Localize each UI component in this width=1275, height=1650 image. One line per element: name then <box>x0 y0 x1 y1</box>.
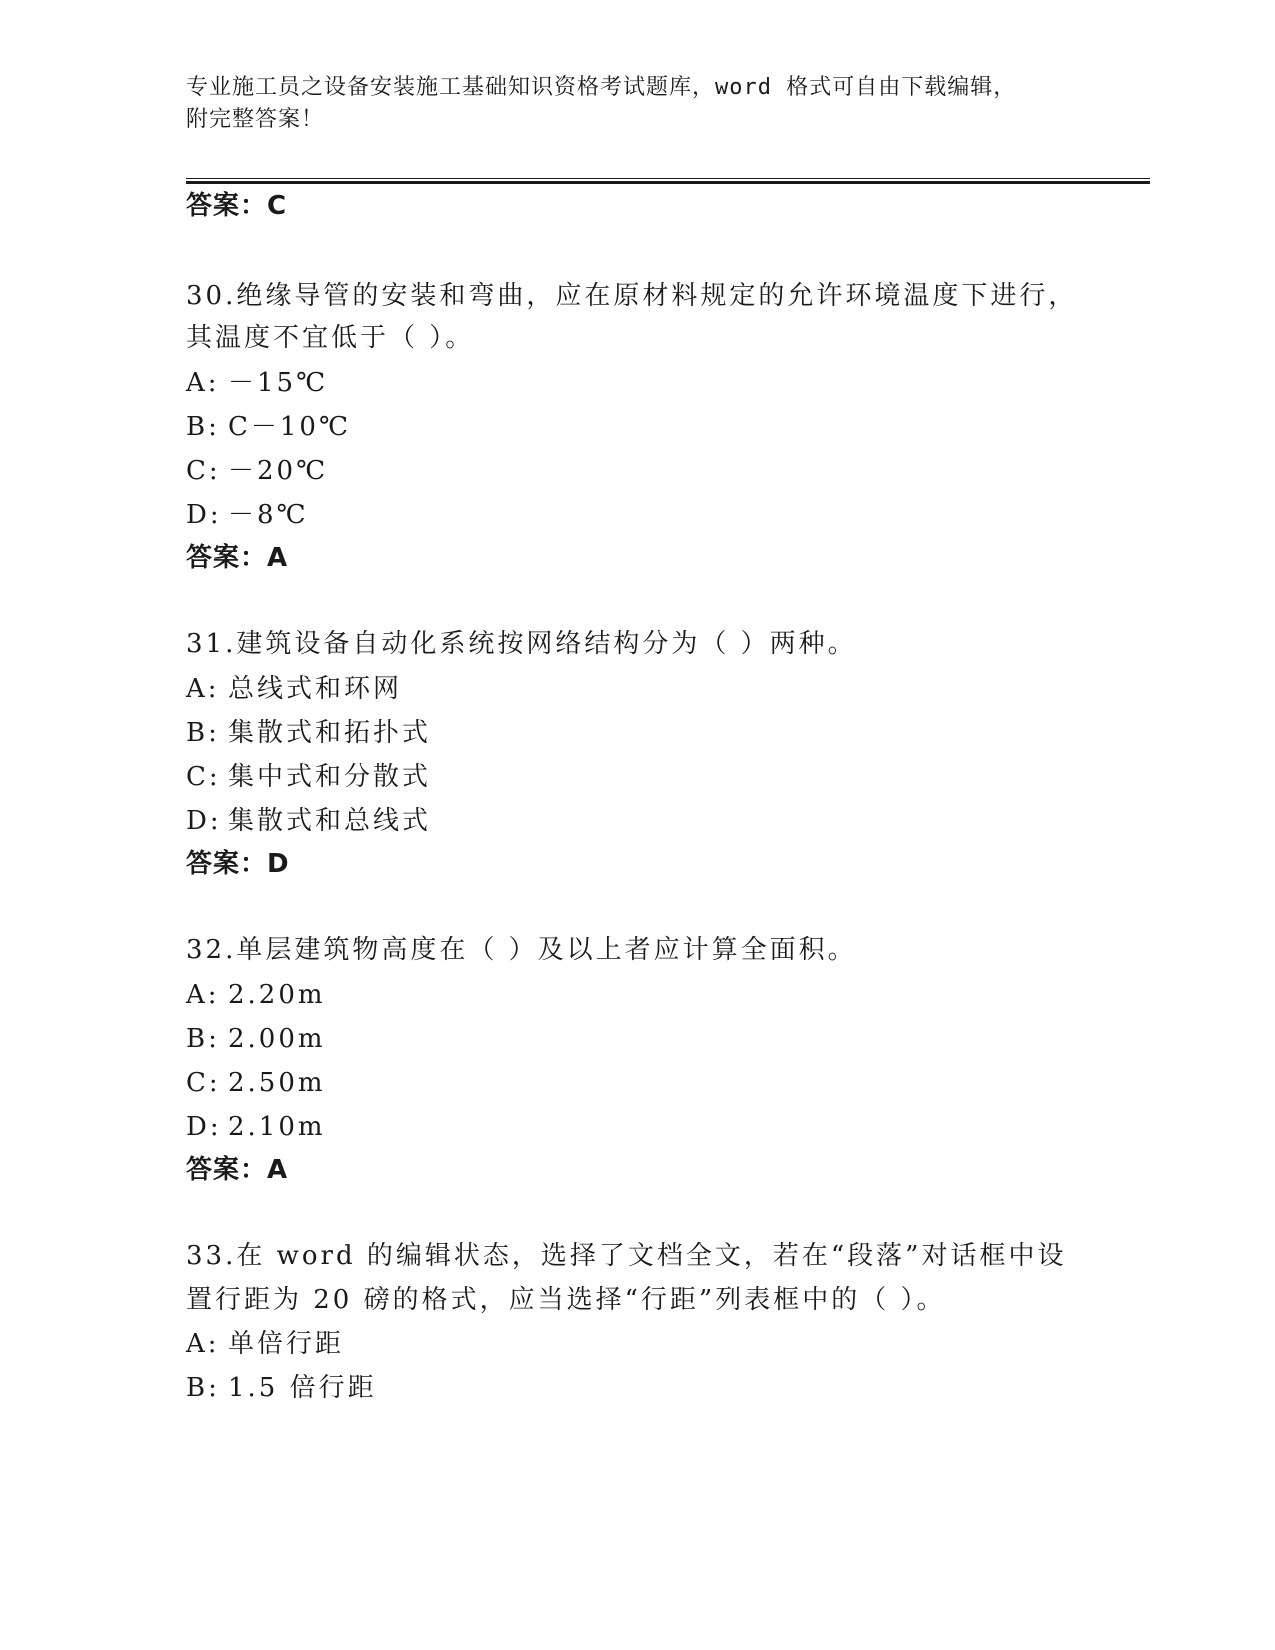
answer-value: A <box>267 1155 289 1185</box>
option-key: D: <box>186 806 222 836</box>
answer-value: D <box>267 849 290 879</box>
header-line-1: 专业施工员之设备安装施工基础知识资格考试题库，word 格式可自由下载编辑， <box>186 75 1017 100</box>
option-key: A: <box>186 674 220 704</box>
question-32-option-b <box>186 1023 326 1055</box>
option-text: 2.50m <box>228 1068 326 1098</box>
question-30-line-2: 其温度不宜低于（ ）。 <box>186 323 475 353</box>
option-text: C－10℃ <box>228 412 352 442</box>
question-32-answer: 答案：A <box>186 1155 289 1185</box>
question-31-option-a <box>186 673 402 705</box>
option-text: 1.5 倍行距 <box>228 1373 377 1403</box>
question-30-option-c <box>186 455 328 487</box>
question-31-option-d <box>186 805 431 837</box>
option-text: 2.00m <box>228 1024 326 1054</box>
question-33-option-b <box>186 1372 377 1404</box>
question-31-answer: 答案：D <box>186 849 290 879</box>
option-text: 2.20m <box>228 980 326 1010</box>
option-text: 总线式和环网 <box>228 674 403 704</box>
option-key: C: <box>186 1068 221 1098</box>
question-32-line-1: 32.单层建筑物高度在（ ）及以上者应计算全面积。 <box>186 935 857 965</box>
question-32-option-a <box>186 979 326 1011</box>
question-30-answer: 答案：A <box>186 543 289 573</box>
question-32-option-c <box>186 1067 326 1099</box>
question-30-line-1: 30.绝缘导管的安装和弯曲，应在原材料规定的允许环境温度下进行， <box>186 281 1078 311</box>
option-key: D: <box>186 1112 222 1142</box>
option-text: 2.10m <box>228 1112 326 1142</box>
option-text: 集中式和分散式 <box>228 762 432 792</box>
question-31-line-1: 31.建筑设备自动化系统按网络结构分为（ ）两种。 <box>186 629 857 659</box>
option-key: A: <box>186 980 220 1010</box>
option-text: 集散式和总线式 <box>228 806 432 836</box>
option-key: A: <box>186 1329 220 1359</box>
header-divider <box>186 178 1150 184</box>
answer-value: C <box>267 191 288 221</box>
option-text: 单倍行距 <box>228 1329 345 1359</box>
document-header <box>186 72 1066 136</box>
answer-line: 答案：C <box>186 191 288 221</box>
question-30-option-a <box>186 367 328 399</box>
option-key: A: <box>186 368 220 398</box>
option-key: B: <box>186 718 220 748</box>
question-33-line-1: 33.在 word 的编辑状态，选择了文档全文，若在“段落”对话框中设 <box>186 1241 1067 1271</box>
option-key: D: <box>186 500 222 530</box>
header-line-2: 附完整答案！ <box>186 107 325 132</box>
question-31-option-c <box>186 761 431 793</box>
answer-value: A <box>267 543 289 573</box>
option-key: C: <box>186 456 221 486</box>
question-30-option-b <box>186 411 351 443</box>
question-31-option-b <box>186 717 431 749</box>
question-33-line-2: 置行距为 20 磅的格式，应当选择“行距”列表框中的（ ）。 <box>186 1285 946 1315</box>
option-text: 集散式和拓扑式 <box>228 718 432 748</box>
option-text: －15℃ <box>228 368 329 398</box>
question-33-option-a <box>186 1328 344 1360</box>
question-32-option-d <box>186 1111 326 1143</box>
option-key: B: <box>186 1024 220 1054</box>
option-key: B: <box>186 412 220 442</box>
option-text: －8℃ <box>228 500 309 530</box>
question-30-option-d <box>186 499 309 531</box>
option-key: B: <box>186 1373 220 1403</box>
option-key: C: <box>186 762 221 792</box>
option-text: －20℃ <box>228 456 329 486</box>
